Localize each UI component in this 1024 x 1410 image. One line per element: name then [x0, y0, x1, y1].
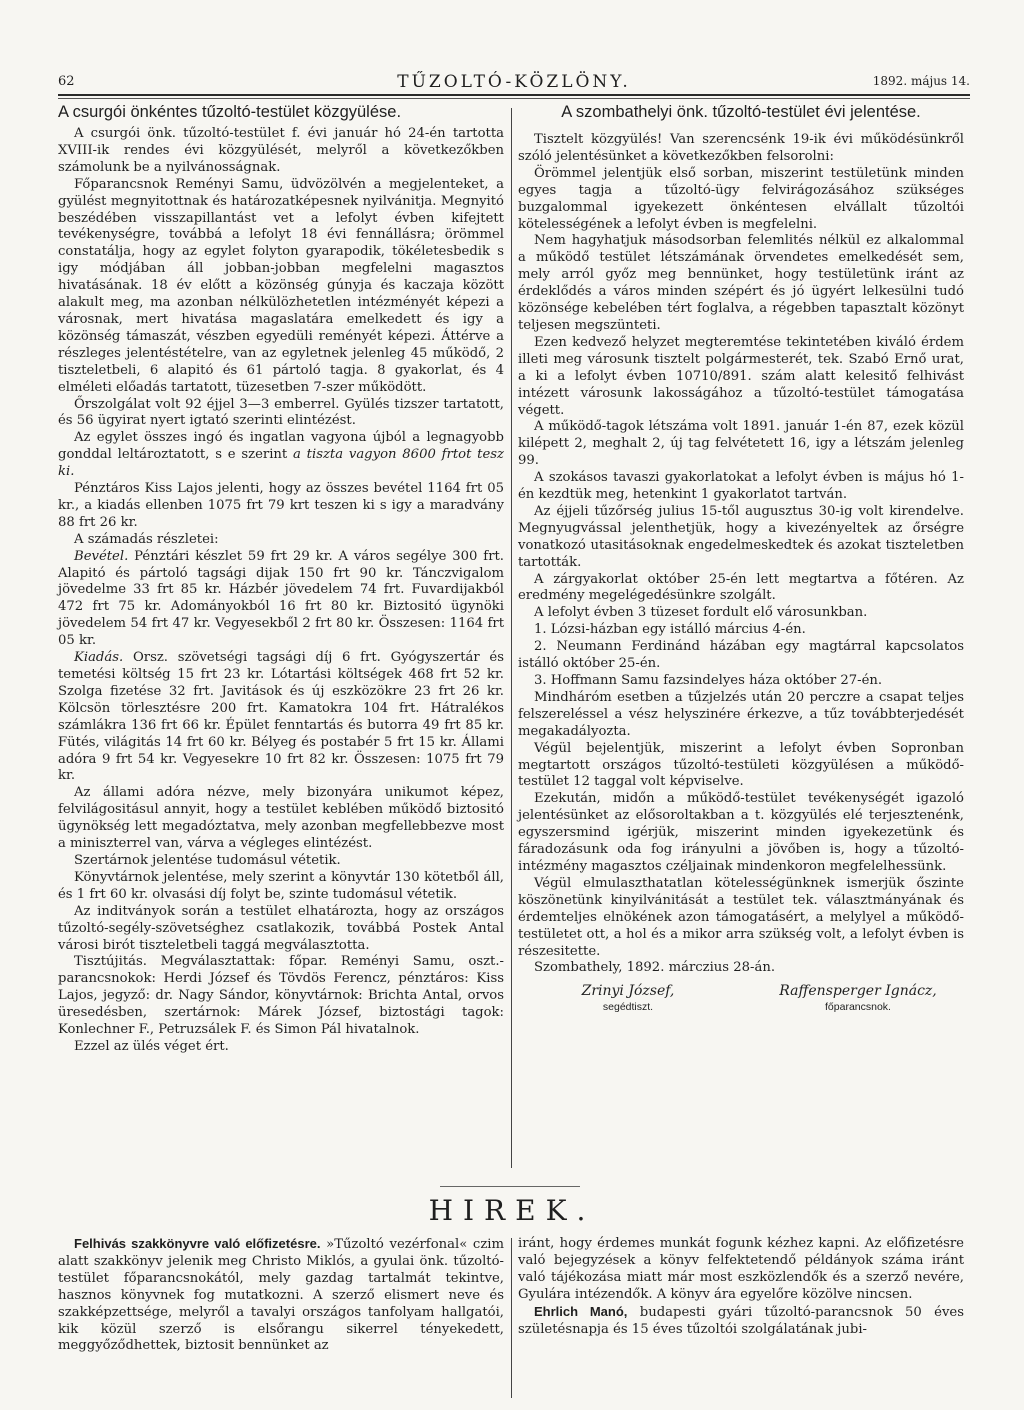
paragraph: A zárgyakorlat október 25-én lett megtartva a főtéren. Az eredmény megelégedésünkre szolgált. [518, 571, 964, 604]
signature [758, 983, 958, 1013]
paragraph-inventory [58, 430, 504, 481]
income-label: Bevétel. [74, 548, 129, 564]
signatures [518, 983, 964, 1029]
page-number: 62 [58, 74, 75, 89]
news-item-continued: iránt, hogy érdemes munkát fogunk kézhez kapni. Az előfizetésre való bejegyzések a könyv felfektetendő példányok száma iránt való tájékozása miatt már most eszközlendők és a szerző nevére, Gyulára intézendők. A könyv ára egyelőre közölve nincsen. [518, 1236, 964, 1302]
paragraph: Főparancsnok Reményi Samu, üdvözölvén a megjelenteket, a gyülést megnyitottnak és határozatképesnek nyilvánitja. Megnyitó beszédében visszapillantást vet a lefolyt évben kifejtett tevékenységre, továbbá a lefolyt 18 évi fennállásra; örömmel constatálja, hogy az egylet folyton gyarapodik, tökéletesbedik s igy módjában áll jobban-jobban megfelelni magasztos hivatásának. 18 év előtt a közönség gúnyja és kaczaja között alakult meg, ma azonban nélkülözhetetlen intézményét képezi a városnak, mert hivatása magaslatára emelkedett és igy a közönség támaszát, vészben egyedüli reményét képezi. Áttérve a részleges jelentéstételre, van az egyletnek jelenleg 45 működő, 2 tiszteletbeli, 6 alapitó és 61 pártoló tagja. 8 gyakorlat, és 4 elméleti előadás tartatott, tüzesetben 7-szer működött. [58, 176, 504, 395]
expense-label: Kiadás. [74, 650, 124, 666]
right-column [518, 102, 964, 1029]
dateline: Szombathely, 1892. márczius 28-án. [534, 960, 776, 976]
fire-list-item: 2. Neumann Ferdinánd házában egy magtárral kapcsolatos istálló október 25-én. [518, 639, 964, 672]
paragraph: Végül bejelentjük, miszerint a lefolyt évben Sopronban megtartott országos tűzoltó-testületi közgyülésen a működő-testület 12 taggal volt képviselve. [518, 740, 964, 790]
signature [528, 983, 728, 1013]
running-head [58, 72, 970, 96]
article-title-szombathely: A szombathelyi önk. tűzoltó-testület évi jelentése. [561, 103, 921, 121]
inventory-value: a tiszta vagyon 8600 frtot tesz ki. [58, 447, 504, 480]
news-divider [440, 1186, 580, 1187]
header-rule-thin [58, 98, 970, 99]
paragraph: Ezekután, midőn a működő-testület tevékenységét igazoló jelentésünket az elősoroltakban a t. közgyülés elé terjesztenénk, egyszersmind igérjük, miszerint minden igyekezetünk és fáradozásunk oda fog irányulni a jövőben is, hogy a tűzoltó-intézmény magasztos czéljainak mindenkoron megfelelhessünk. [518, 791, 964, 874]
paragraph: Tisztújitás. Megválasztattak: főpar. Reményi Samu, oszt.-parancsnokok: Herdi József és Tövdös Ferencz, pénztáros: Kiss Lajos, jegyző: dr. Nagy Sándor, könyvtárnok: Brichta Antal, orvos üresedésben, szertárnok: Márek József, biztostági tagok: Konlechner F., Petruzsálek F. és Simon Pál hivatalnok. [58, 954, 504, 1038]
issue-date: 1892. május 14. [872, 74, 970, 88]
paragraph: A számadás részletei: [74, 531, 219, 547]
news-right-column [518, 1236, 964, 1338]
paragraph: Mindháróm esetben a tűzjelzés után 20 perczre a csapat teljes felszereléssel a vész helyszinére érkezve, a tűz továbbterjedését megakadályozta. [518, 689, 964, 739]
header-rule [58, 94, 970, 96]
left-column [58, 102, 504, 1056]
journal-title: TŰZOLTÓ-KÖZLÖNY. [397, 72, 631, 92]
paragraph: Tisztelt közgyülés! Van szerencsénk 19-ik évi működésünkről szóló jelentésünket a következőkben felsorolni: [518, 132, 964, 164]
signature-name: Zrinyi József, [581, 983, 675, 1000]
news-item-text: budapesti gyári tűzoltó-parancsnok 50 éves születésnapja és 15 éves tűzoltói szolgálatának jubi- [518, 1304, 964, 1337]
inventory-text: Az egylet összes ingó és ingatlan vagyona újból a legnagyobb gonddal leltároztatott, s e szerint [58, 430, 504, 463]
expense-text: Orsz. szövetségi tagsági díj 6 frt. Gyógyszertár és temetési költség 15 frt 23 kr. Lótartási költségek 468 frt 52 kr. Szolga fizetése 32 frt. Javitások és új eszközökre 23 frt 26 kr. Kölcsön törlesztésre 200 frt. Kamatokra 104 frt. Hátralékos számlákra 136 frt 66 kr. Épület fenntartás és butorra 49 frt 85 kr. Fütés, világitás 14 frt 60 kr. Bélyeg és postabér 5 frt 15 kr. Állami adóra 9 frt 54 kr. Vegyesekre 10 frt 82 kr. Összesen: 1075 frt 79 kr. [58, 650, 504, 784]
income-paragraph [58, 549, 504, 650]
signature-role: segédtiszt. [602, 1001, 654, 1014]
signature-name: Raffensperger Ignácz, [779, 983, 937, 1000]
column-divider [511, 108, 512, 1168]
expense-paragraph [58, 650, 504, 785]
paragraph: A működő-tagok létszáma volt 1891. január 1-én 87, ezek közül kilépett 2, meghalt 2, új tag felvétetett 16, igy a létszám jelenleg 99. [518, 419, 964, 469]
paragraph: A lefolyt évben 3 tüzeset fordult elő városunkban. [534, 605, 868, 621]
news-heading: HIREK. [428, 1194, 596, 1227]
paragraph: Nem hagyhatjuk másodsorban felemlités nélkül ez alkalommal a működő testület létszámának örvendetes emelkedését sem, mely arról győz meg bennünket, hogy testületünk iránt az érdeklődés a város minden szépért és jó ügyért lelkesülni tudó közönsége kebelében tért foglalva, a régebben tapasztalt közönyt teljesen megszünteti. [518, 233, 964, 333]
fire-list-item: 3. Hoffmann Samu fazsindelyes háza október 27-én. [534, 673, 883, 688]
paragraph: Az inditványok során a testület elhatározta, hogy az országos tűzoltó-segély-szövetséghez csatlakozik, továbbá Postek Antal városi birót tiszteletbeli taggá megválasztotta. [58, 903, 504, 953]
income-text: Pénztári készlet 59 frt 29 kr. A város segélye 300 frt. Alapitó és pártoló tagsági dijak 150 frt 90 kr. Tánczvigalom jövedelme 33 frt 85 kr. Házbér jövedelem 74 frt. Fuvardijakból 472 frt 75 kr. Adományokból 16 frt 80 kr. Biztositó ügynöki jövedelem 54 frt 47 kr. Vegyesekből 2 frt 80 kr. Összesen: 1164 frt 05 kr. [58, 548, 504, 649]
paragraph: Pénztáros Kiss Lajos jelenti, hogy az összes bevétel 1164 frt 05 kr., a kiadás ellenben 1075 frt 79 krt teszen ki s igy a maradvány 88 frt 26 kr. [58, 481, 504, 530]
paragraph: A csurgói önk. tűzoltó-testület f. évi január hó 24-én tartotta XVIII-ik rendes évi közgyülését, melyről a következőkben számolunk be a nyilvánosságnak. [58, 126, 504, 175]
news-item [518, 1304, 964, 1339]
article-title-csurgo: A csurgói önkéntes tűzoltó-testület közgyülése. [58, 103, 402, 121]
paragraph: Végül elmulaszthatatlan kötelességünknek ismerjük őszinte köszönetünk kinyilvánitását a testület tek. választmányának és érdemteljes elnökének azon támogatásért, a melylyel a működő-testületet ott, a hol és a mikor arra szükség volt, a lefolyt évben is részesitette. [518, 875, 964, 959]
paragraph: Könyvtárnok jelentése, mely szerint a könyvtár 130 kötetből áll, és 1 frt 60 kr. olvasási díj folyt be, szinte tudomásul vétetik. [58, 869, 504, 902]
news-item-text: »Tűzoltó vezérfonal« czim alatt szakkönyv jelenik meg Christo Miklós, a gyulai önk. tűzoltó-testület főparancsnokától, mely gazdag tartalmát tekintve, hasznos könyvnek fog mutatkozni. A szerző elismert neve és szakképzettsége, melyről a tavalyi országos tanfolyam hallgatói, kik közül szerző is elsőrangu sikerrel tényekedett, meggyőződhettek, biztosit bennünket az [58, 1237, 504, 1354]
fire-list-item: 1. Lózsi-házban egy istálló március 4-én. [534, 622, 806, 638]
paragraph: Örömmel jelentjük első sorban, miszerint testületünk minden egyes tagja a tűzoltó-ügy felvirágozásához szükséges buzgalommal igyekezett önkéntesen elvállalt tűzoltói kötelességének a lefolyt évben is megfelelni. [518, 165, 964, 232]
news-left-column [58, 1236, 504, 1355]
paragraph: Az éjjeli tűzőrség julius 15-től augusztus 30-ig volt kirendelve. Megnyugvással jelenthetjük, hogy a kivezényeltek az őrségre vonatkozó utasitásoknak engedelmeskedtek és azokat tiszteletben tartották. [518, 503, 964, 570]
paragraph: Őrszolgálat volt 92 éjjel 3—3 emberrel. Gyülés tizszer tartatott, és 56 ügyirat nyert igtató szerinti elintézést. [58, 396, 504, 429]
paragraph: Ezzel az ülés véget ért. [74, 1038, 229, 1054]
paragraph: Az állami adóra nézve, mely bizonyára unikumot képez, felvilágositásul annyit, hogy a testület keblében működő biztositó ügynökség lett megadóztatva, mely azonban megfellebbezve most a miniszterrel van, várva a végleges elintézést. [58, 785, 504, 852]
signature-role: főparancsnok. [825, 1001, 891, 1014]
news-item-lead: Felhivás szakkönyvre való előfizetésre. [74, 1236, 321, 1251]
paragraph: Ezen kedvező helyzet megteremtése tekintetében kiváló érdem illeti meg városunk tisztelt polgármesterét, tek. Szabó Ernő urat, a ki a lefolyt évben 10710/891. szám alatt kelesitő felhivást intézett városunk lakosságához a tűzoltó-testület támogatása végett. [518, 334, 964, 418]
news-column-divider [511, 1238, 512, 1398]
paragraph: Szertárnok jelentése tudomásul vétetik. [74, 852, 341, 868]
paragraph: A szokásos tavaszi gyakorlatokat a lefolyt évben is május hó 1-én kezdtük meg, hetenkint 1 gyakorlatot tartván. [518, 470, 964, 503]
news-item [58, 1236, 504, 1355]
news-item-lead: Ehrlich Manó, [534, 1303, 628, 1319]
